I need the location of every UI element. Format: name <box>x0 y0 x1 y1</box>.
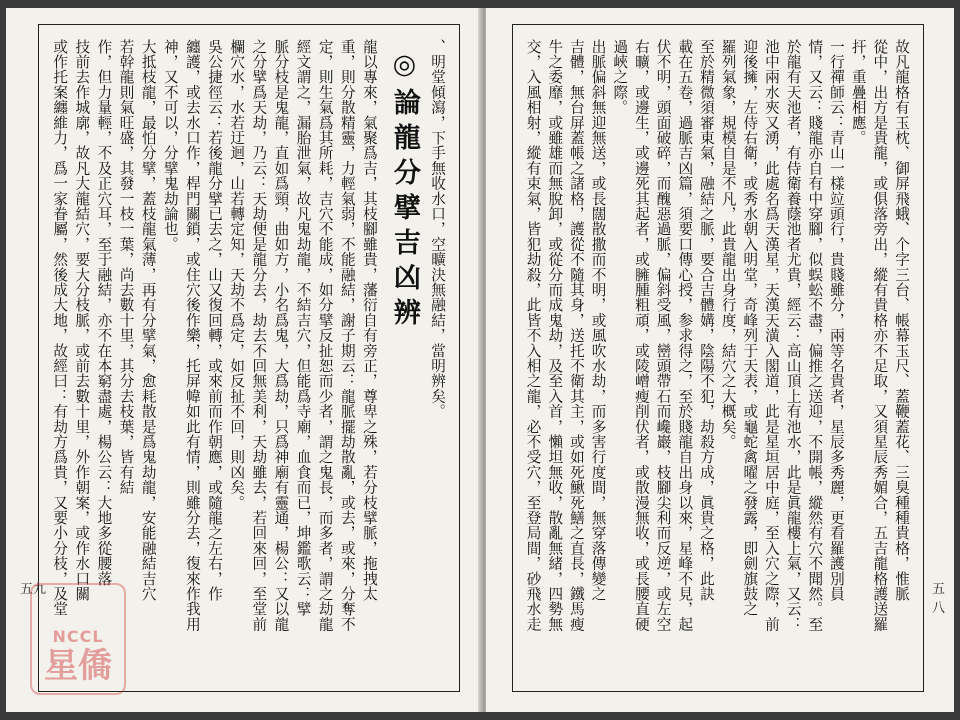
left-page-number: 五九 <box>20 582 47 597</box>
text-column: 出脈偏斜無迎無送，或長闊散撒而不明，或風吹水劫，而多害行度間，無穿落傳變之 <box>589 39 607 602</box>
text-column: 吳公捷徑云：若後龍分擘已去之，山又復回轉，或來前而作朝應，或隨龍之左右，作 <box>206 39 223 602</box>
stamp-main-text: 星僑 <box>44 646 112 686</box>
text-column: 之分擘爲天劫，乃云：天劫便是龍分去，劫去不回無美利，天劫雖去，若回來回，至堂前 <box>250 39 268 632</box>
text-column: 故凡龍格有玉枕、御屏飛蛾、个字三台、帳幕玉尺、蓋鞭蓋花、三臭種種貴格，惟脈 <box>893 39 910 602</box>
text-column: 伏不明，頭面破碎，而醜惡過脈，偏斜受風，巒頭帶石而巉巖，枝腳尖利而反逆，或左空 <box>654 39 672 632</box>
text-column: 欄穴水，水若迂迴，山若轉定知，天劫不爲定，如反扯不回，則凶矣。 <box>228 39 246 511</box>
text-column: 一行禪師云：青山一樣竝頭行，貴賤雖分，兩等名貴者，星辰多秀麗，更看羅護別員 <box>827 39 845 602</box>
right-page-columns <box>523 39 913 679</box>
text-column: 至於精微須審東氣，融結之脈，要合吉體媾，陰陽不犯，劫殺方成，眞貴之格，此訣 <box>697 39 715 602</box>
text-column: 情，又云：賤龍亦自有中穿腳，似蜈蚣不盡，偏推之送迎，不開帳，縱然有穴不聞然。至 <box>806 39 824 632</box>
text-column: 經文謂之，漏胎泄氣，故凡鬼劫龍，不結吉穴，但能爲寺廟，血食而已，坤鑑歌云：擘 <box>294 39 312 617</box>
left-page <box>6 8 482 712</box>
text-column: 羅列氣象，規模自是不凡，此貴龍出身行度，結穴之大概矣。 <box>719 39 737 450</box>
text-column: 右曠，或邊生，或邊死其起者，或臃腫粗頑，或陵嶒瘦削伏者，或散漫無收，或長腰直硬 <box>632 39 650 632</box>
section-heading: ◎論龍分擘吉凶辨 <box>388 49 420 333</box>
text-column: 迎後擁，左侍右衛，或秀水朝入明堂，奇峰列于天表，或龜蛇禽曜之發露，即劍旗鼓之 <box>741 39 759 617</box>
library-stamp <box>30 583 126 695</box>
text-column: 於龍有天池者，有侍衛養蔭池者尤貴，經云：高山頂上有池水，此是眞龍樓上氣，又云： <box>784 39 802 632</box>
text-column: 或作托案纏維力，爲一家眷屬，然後成大地，故經曰：有劫方爲貴，又要小分枝，及堂 <box>51 39 69 617</box>
text-column: 若幹龍則氣旺盛，其發一枝一葉，尚去數十里，其分去枝葉，皆有結 <box>117 39 135 495</box>
text-column: 作，但力量輕，不及正穴耳，至于融結，亦不在本窮盡處，楊公云：大地多從腰落 <box>95 39 113 587</box>
text-column: 大抵枝龍，最怕分擘，蓋枝龍氣薄，再有分擘氣，愈耗散是爲鬼劫龍，安能融結吉穴 <box>139 39 157 602</box>
right-page-frame <box>512 24 924 692</box>
text-column: 池中兩水夾又湧，此處名爲天漢星，天漢天潢入閣道，此是星垣居中庭，至入穴之際，前 <box>762 39 780 632</box>
text-column: 脈分枝是鬼龍，直如爲頸，曲如方，小名爲鬼，大爲劫，只爲神廟有靈通，楊公：又以龍 <box>272 39 290 632</box>
text-column: 技前去作城廓，故凡大龍結穴，要大分枝脈，或前去數十里，外作朝案，或作水口關 <box>73 39 91 602</box>
text-column: 載在五卷，過脈吉凶篇，須要口傳心授，参求得之，至於賤龍自出身以來，星峰不見，起 <box>676 39 694 632</box>
text-column: 定，則生氣爲其所耗，吉穴不能成，如分擘反扯恕而少者，謂之鬼長，而多者，謂之劫龍 <box>316 39 334 632</box>
right-page-number: 五八 <box>932 582 946 616</box>
text-column: 、明堂傾瀉，下手無收水口，空曠決無融結，當明辨矣。 <box>429 39 446 419</box>
text-column: 龍以專來，氣聚爲吉，其枝腳雖貴，藩衍自有旁正，尊卑之殊，若分枝擘脈，拖拽太 <box>360 39 378 602</box>
text-column: 吉體，無台屏蓋帳之諸格，護從不隨其身，送托不衛其主，或如死鰍死鱔之直長，鐵馬瘦 <box>567 39 585 632</box>
text-column: 重，則分散精靈，力輕氣弱，不能融結，謝子期云：龍脈擺劫散亂，或去，或來，分奪不 <box>338 39 356 632</box>
text-column: 扞，重疊相應。 <box>849 39 867 146</box>
right-page <box>486 8 954 712</box>
stamp-top-text: NCCL <box>52 627 104 646</box>
text-column: 纏護，或去水口作，桿門關鎖，或住穴後作樂，托屏幃如此有情，則雖分去，復來作我用 <box>183 39 201 632</box>
text-column: 從中，出方是貴龍，或俱落旁出，縱有貴格亦不足取，又須星辰秀媚合，五吉龍格護送羅 <box>871 39 889 632</box>
text-column: 交，入風相射，縱有束氣，皆犯劫殺，此皆不入相之龍，必不受穴，至登局間，砂飛水走 <box>524 39 542 632</box>
text-column: 牛之委靡，或雖雄而無脫卸，或從分而成鬼劫，及至入首，懶坦無收，散亂無緒，四勢無 <box>546 39 564 632</box>
text-column: 神，又不可以，分擘鬼劫論也。 <box>161 39 179 252</box>
text-column: 過峽之際。 <box>611 39 629 115</box>
